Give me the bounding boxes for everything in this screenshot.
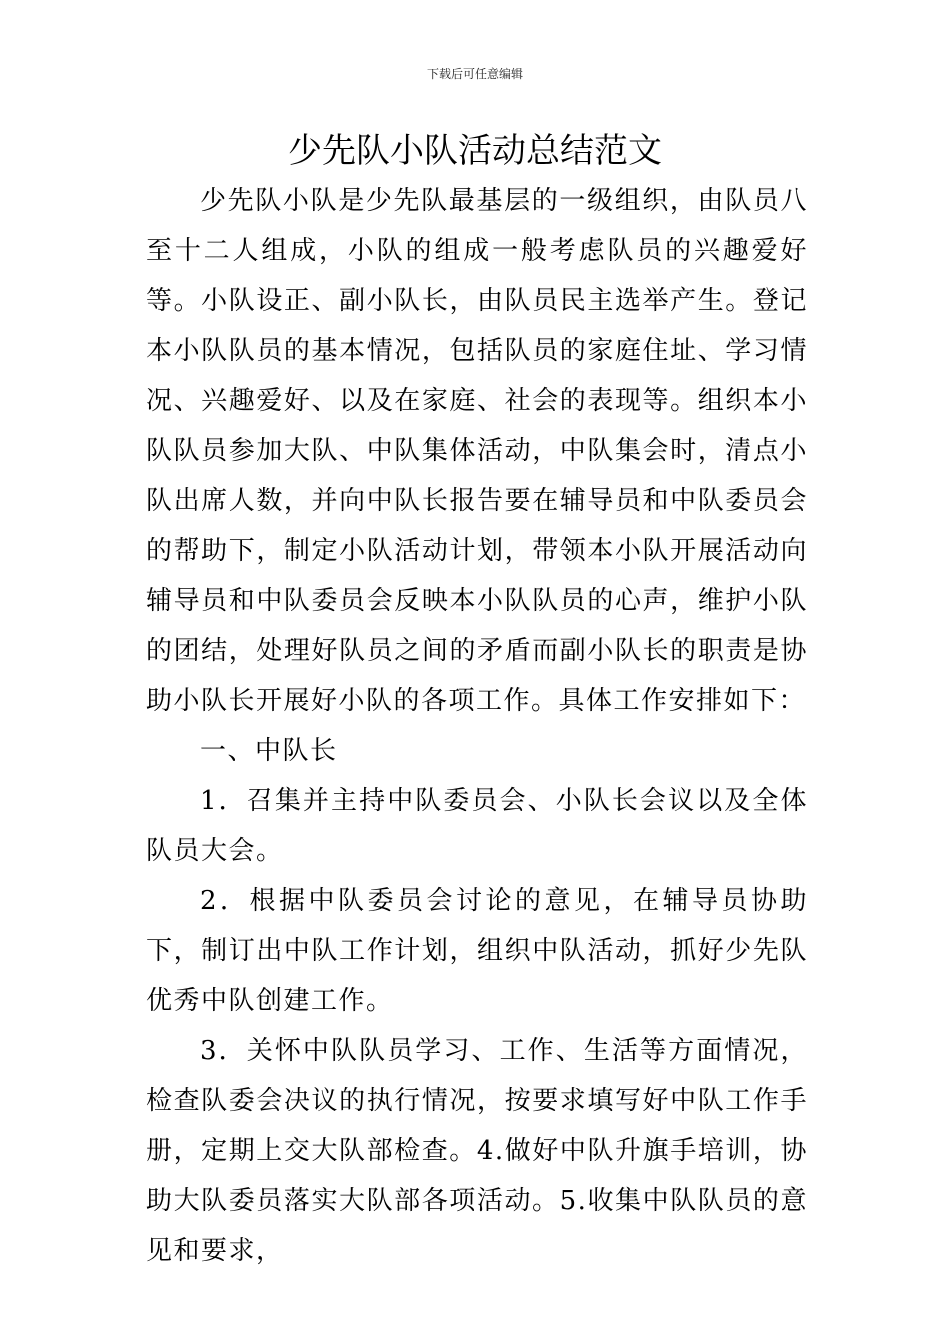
body-paragraph-intro: 少先队小队是少先队最基层的一级组织，由队员八至十二人组成，小队的组成一般考虑队员的兴趣爱好等。小队设正、副小队长，由队员民主选举产生。登记本小队队员的基本情况，包括队员的家庭住址、学习情况、兴趣爱好、以及在家庭、社会的表现等。组织本小队队员参加大队、中队集体活动，中队集会时，清点小队出席人数，并向中队长报告要在辅导员和中队委员会的帮助下，制定小队活动计划，带领本小队开展活动向辅导员和中队委员会反映本小队队员的心声，维护小队的团结，处理好队员之间的矛盾而副小队长的职责是协助小队长开展好小队的各项工作。具体工作安排如下： xyxy=(146,186,808,716)
section-heading-squadron-leader: 一、中队长 xyxy=(200,736,338,766)
list-item-1: 1．召集并主持中队委员会、小队长会议以及全体队员大会。 xyxy=(146,786,808,866)
document-body xyxy=(146,176,808,1276)
document-title: 少先队小队活动总结范文 xyxy=(288,131,662,171)
list-item-2: 2．根据中队委员会讨论的意见，在辅导员协助下，制订出中队工作计划，组织中队活动，抓好少先队优秀中队创建工作。 xyxy=(146,886,808,1016)
list-item-3: 3．关怀中队队员学习、工作、生活等方面情况，检查队委会决议的执行情况，按要求填写好中队工作手册，定期上交大队部检查。4.做好中队升旗手培训，协助大队委员落实大队部各项活动。5.收集中队队员的意见和要求， xyxy=(146,1036,808,1266)
header-note: 下载后可任意编辑 xyxy=(426,67,523,81)
